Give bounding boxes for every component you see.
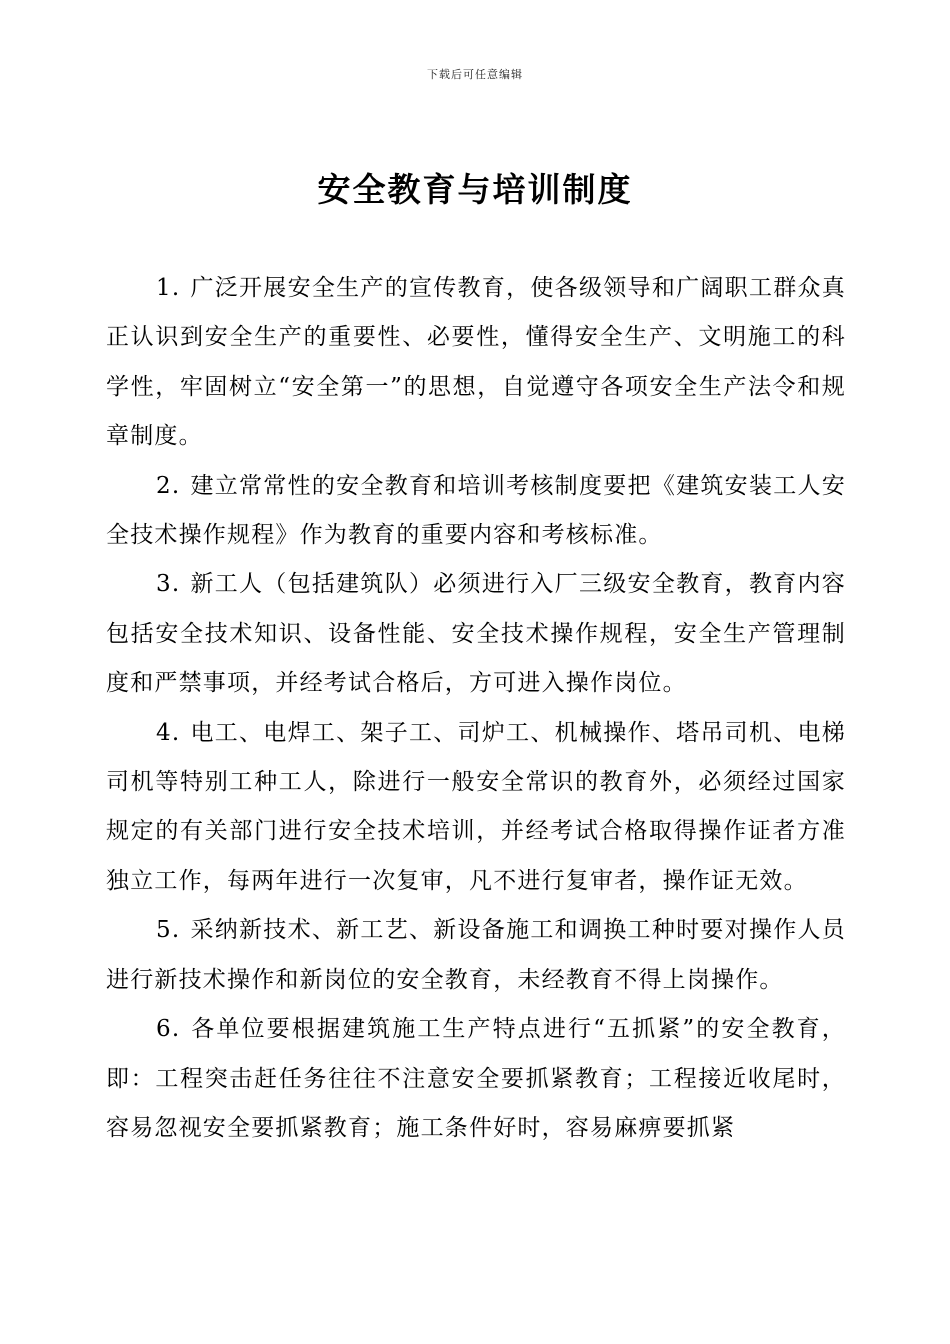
paragraph-text: 采纳新技术、新工艺、新设备施工和调换工种时要对操作人员进行新技术操作和新岗位的安全教育，未经教育不得上岗操作。 <box>106 917 846 993</box>
paragraph-text: 广泛开展安全生产的宣传教育，使各级领导和广阔职工群众真正认识到安全生产的重要性、必要性，懂得安全生产、文明施工的科学性，牢固树立“安全第一”的思想，自觉遵守各项安全生产法令和规章制度。 <box>106 275 846 450</box>
paragraph-3 <box>106 560 846 708</box>
paragraph-text: 各单位要根据建筑施工生产特点进行“五抓紧”的安全教育，即：工程突击赶任务往往不注意安全要抓紧教育；工程接近收尾时，容易忽视安全要抓紧教育；施工条件好时，容易麻痹要抓紧 <box>106 1016 846 1141</box>
paragraph-1 <box>106 264 846 462</box>
paragraph-text: 建立常常性的安全教育和培训考核制度要把《建筑安装工人安全技术操作规程》作为教育的重要内容和考核标准。 <box>106 472 846 549</box>
paragraph-5 <box>106 906 846 1005</box>
paragraph-text: 新工人（包括建筑队）必须进行入厂三级安全教育，教育内容包括安全技术知识、设备性能、安全技术操作规程，安全生产管理制度和严禁事项，并经考试合格后，方可进入操作岗位。 <box>106 571 846 697</box>
paragraph-4 <box>106 709 846 907</box>
document-body <box>106 264 846 1153</box>
document-title: 安全教育与培训制度 <box>317 170 633 209</box>
paragraph-2 <box>106 462 846 561</box>
paragraph-6 <box>106 1005 846 1153</box>
paragraph-number: 5. <box>156 917 181 944</box>
header-note: 下载后可任意编辑 <box>427 68 523 81</box>
paragraph-number: 6. <box>156 1016 181 1043</box>
paragraph-number: 4. <box>156 719 181 746</box>
paragraph-number: 3. <box>156 571 181 598</box>
paragraph-number: 1. <box>156 275 181 301</box>
paragraph-text: 电工、电焊工、架子工、司炉工、机械操作、塔吊司机、电梯司机等特别工种工人，除进行一般安全常识的教育外，必须经过国家规定的有关部门进行安全技术培训，并经考试合格取得操作证者方准独立工作，每两年进行一次复审，凡不进行复审者，操作证无效。 <box>106 719 846 894</box>
paragraph-number: 2. <box>156 472 181 499</box>
